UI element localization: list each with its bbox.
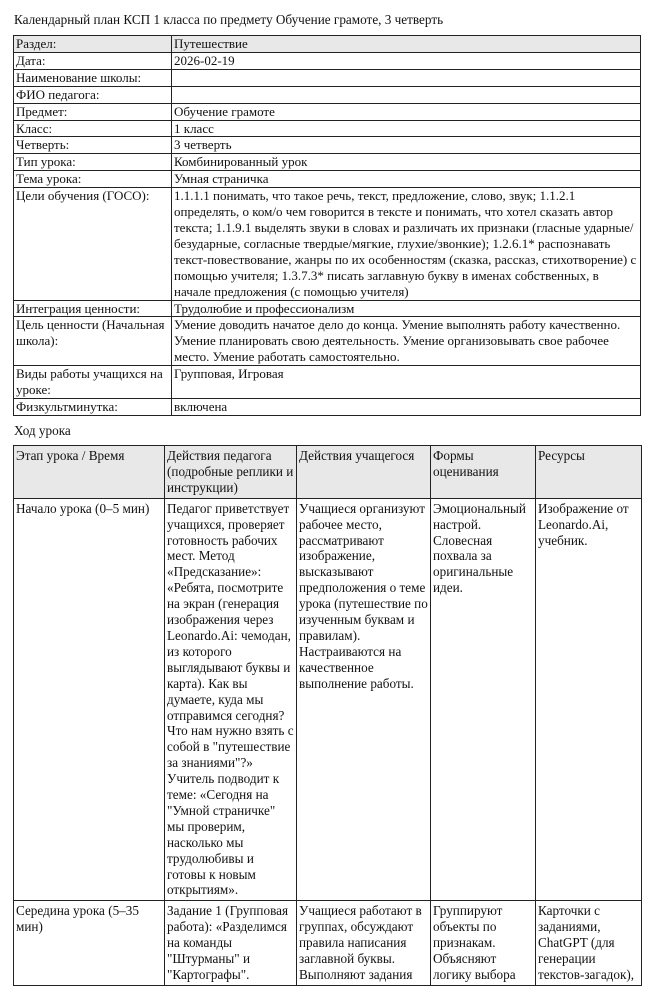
info-label: Предмет: bbox=[14, 103, 172, 120]
column-header: Формы оценивания bbox=[431, 446, 536, 499]
column-header: Действия педагога (подробные реплики и инструкции) bbox=[165, 446, 297, 499]
column-header: Этап урока / Время bbox=[14, 446, 165, 499]
info-value: 2026-02-19 bbox=[172, 52, 641, 69]
info-value bbox=[172, 86, 641, 103]
info-row bbox=[14, 103, 641, 120]
flow-row bbox=[14, 901, 642, 986]
info-label: Тип урока: bbox=[14, 154, 172, 171]
info-value: Путешествие bbox=[172, 36, 641, 53]
flow-header-row bbox=[14, 446, 642, 499]
info-label: Цели обучения (ГОСО): bbox=[14, 188, 172, 300]
info-value: 1 класс bbox=[172, 120, 641, 137]
assessment-cell: Эмоциональный настрой. Словесная похвала за оригинальные идеи. bbox=[431, 498, 536, 901]
info-row bbox=[14, 137, 641, 154]
flow-row bbox=[14, 498, 642, 901]
student-actions-cell: Учащиеся организуют рабочее место, рассматривают изображение, высказывают предположения о теме урока (путешествие по изученным буквам и правилам). Настраиваются на качественное выполнение работы. bbox=[297, 498, 431, 901]
info-value: включена bbox=[172, 398, 641, 415]
info-value: 1.1.1.1 понимать, что такое речь, текст, предложение, слово, звук; 1.1.2.1 определять, о ком/о чем говорится в тексте и понимать, что хотел сказать автор текста; 1.1.9.1 выделять звуки в словах и различать их признаки (гласные ударные/безударные, согласные твердые/мягкие, глухие/звонкие); 1.2.6.1* распознавать текст-повествование, жанры по их особенностям (сказка, рассказ, стихотворение) с помощью учителя; 1.3.7.3* писать заглавную букву в именах собственных, в начале предложения (с помощью учителя) bbox=[172, 188, 641, 300]
info-label: Наименование школы: bbox=[14, 69, 172, 86]
info-label: Физкультминутка: bbox=[14, 398, 172, 415]
info-value: Умная страничка bbox=[172, 171, 641, 188]
info-row bbox=[14, 154, 641, 171]
info-row bbox=[14, 120, 641, 137]
info-row bbox=[14, 52, 641, 69]
resources-cell: Карточки с заданиями, ChatGPT (для генерации текстов-загадок), bbox=[536, 901, 642, 986]
stage-cell: Середина урока (5–35 мин) bbox=[14, 901, 165, 986]
lesson-info-table bbox=[13, 35, 641, 416]
info-label: Раздел: bbox=[14, 36, 172, 53]
column-header: Действия учащегося bbox=[297, 446, 431, 499]
teacher-actions-cell: Задание 1 (Групповая работа): «Разделимся на команды "Штурманы" и "Картографы". bbox=[165, 901, 297, 986]
info-row bbox=[14, 171, 641, 188]
info-value bbox=[172, 69, 641, 86]
info-row bbox=[14, 366, 641, 399]
info-label: Четверть: bbox=[14, 137, 172, 154]
lesson-flow-table bbox=[13, 445, 642, 986]
student-actions-cell: Учащиеся работают в группах, обсуждают правила написания заглавной буквы. Выполняют задания bbox=[297, 901, 431, 986]
info-row bbox=[14, 317, 641, 366]
info-label: ФИО педагога: bbox=[14, 86, 172, 103]
info-value: Обучение грамоте bbox=[172, 103, 641, 120]
info-value: Умение доводить начатое дело до конца. Умение выполнять работу качественно. Умение планировать свою деятельность. Умение организовывать свое рабочее место. Умение работать самостоятельно. bbox=[172, 317, 641, 366]
page-title: Календарный план КСП 1 класса по предмету Обучение грамоте, 3 четверть bbox=[14, 12, 444, 27]
lesson-flow-heading: Ход урока bbox=[14, 423, 71, 438]
info-label: Класс: bbox=[14, 120, 172, 137]
info-row bbox=[14, 188, 641, 300]
stage-cell: Начало урока (0–5 мин) bbox=[14, 498, 165, 901]
info-row bbox=[14, 36, 641, 53]
info-row bbox=[14, 398, 641, 415]
info-value: 3 четверть bbox=[172, 137, 641, 154]
info-label: Интеграция ценности: bbox=[14, 300, 172, 317]
info-label: Тема урока: bbox=[14, 171, 172, 188]
info-label: Виды работы учащихся на уроке: bbox=[14, 366, 172, 399]
info-row bbox=[14, 86, 641, 103]
info-row bbox=[14, 300, 641, 317]
info-value: Трудолюбие и профессионализм bbox=[172, 300, 641, 317]
resources-cell: Изображение от Leonardo.Ai, учебник. bbox=[536, 498, 642, 901]
info-label: Цель ценности (Начальная школа): bbox=[14, 317, 172, 366]
assessment-cell: Группируют объекты по признакам. Объясняют логику выбора bbox=[431, 901, 536, 986]
teacher-actions-cell: Педагог приветствует учащихся, проверяет готовность рабочих мест. Метод «Предсказание»: «Ребята, посмотрите на экран (генерация изображения через Leonardo.Ai: чемодан, из которого выглядывают буквы и карта). Как вы думаете, куда мы отправимся сегодня? Что нам нужно взять с собой в "путешествие за знаниями"?» Учитель подводит к теме: «Сегодня на "Умной страничке" мы проверим, насколько мы трудолюбивы и готовы к новым открытиям». bbox=[165, 498, 297, 901]
info-label: Дата: bbox=[14, 52, 172, 69]
info-row bbox=[14, 69, 641, 86]
info-value: Групповая, Игровая bbox=[172, 366, 641, 399]
column-header: Ресурсы bbox=[536, 446, 642, 499]
info-value: Комбинированный урок bbox=[172, 154, 641, 171]
